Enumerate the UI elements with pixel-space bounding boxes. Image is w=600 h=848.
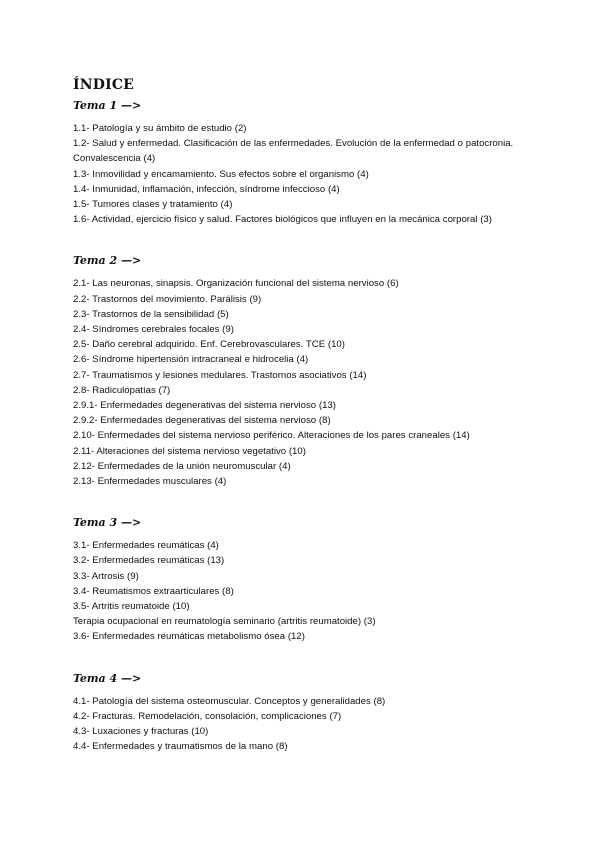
list-item: 2.11- Alteraciones del sistema nervioso vegetativo (10) [73,445,306,457]
list-item: 1.1- Patología y su ámbito de estudio (2) [73,123,247,134]
list-item: 1.4- Inmunidad, inflamación, infección, síndrome infeccioso (4) [73,183,340,195]
list-item: 3.2- Enfermedades reumáticas (13) [73,555,225,567]
index-section-tema-3 [73,515,573,644]
list-item: 1.3- Inmovilidad y encamamiento. Sus efectos sobre el organismo (4) [73,168,369,180]
list-item: 2.2- Trastornos del movimiento. Parálisis (9) [73,293,262,305]
section-item-list [73,694,573,755]
list-item: Terapia ocupacional en reumatología seminario (artritis reumatoide) (3) [73,616,376,628]
list-item: 1.5- Tumores clases y tratamiento (4) [73,199,233,211]
section-heading: Tema 2 —> [73,254,142,268]
list-item: 2.4- Síndromes cerebrales focales (9) [73,324,234,336]
list-item: 4.1- Patología del sistema osteomuscular. Conceptos y generalidades (8) [73,695,386,707]
index-section-tema-1 [73,98,573,227]
list-item: 4.4- Enfermedades y traumatismos de la mano (8) [73,741,288,753]
list-item: 1.2- Salud y enfermedad. Clasificación de las enfermedades. Evolución de la enfermedad o patocronia. Convalescencia (4) [73,138,514,165]
list-item: 2.13- Enfermedades musculares (4) [73,476,227,488]
section-item-list [73,121,573,227]
section-item-list [73,276,573,489]
section-heading: Tema 4 —> [73,671,142,685]
section-heading: Tema 1 —> [73,99,142,112]
list-item: 4.2- Fracturas. Remodelación, consolación, complicaciones (7) [73,710,342,722]
list-item: 2.7- Traumatismos y lesiones medulares. Trastornos asociativos (14) [73,369,367,381]
list-item: 2.5- Daño cerebral adquirido. Enf. Cerebrovasculares. TCE (10) [73,339,345,351]
list-item: 4.3- Luxaciones y fracturas (10) [73,726,209,738]
list-item: 2.8- Radiculopatías (7) [73,384,171,396]
section-heading: Tema 3 —> [73,516,142,530]
page-title: ÍNDICE [73,77,135,93]
list-item: 2.3- Trastornos de la sensibilidad (5) [73,308,229,320]
list-item: 3.6- Enfermedades reumáticas metabolismo ósea (12) [73,631,305,643]
index-sections [73,98,573,755]
list-item: 2.6- Síndrome hipertensión intracraneal e hidrocelia (4) [73,354,309,366]
list-item: 3.1- Enfermedades reumáticas (4) [73,540,219,552]
document-page [73,76,573,755]
list-item: 2.9.2- Enfermedades degenerativas del sistema nervioso (8) [73,415,331,427]
index-section-tema-2 [73,253,573,489]
list-item: 3.3- Artrosis (9) [73,570,139,582]
index-section-tema-4 [73,671,573,755]
list-item: 3.5- Artritis reumatoide (10) [73,601,190,613]
section-item-list [73,538,573,644]
list-item: 2.10- Enfermedades del sistema nervioso periférico. Alteraciones de los pares craneales (14) [73,430,470,442]
list-item: 1.6- Actividad, ejercicio físico y salud. Factores biológicos que influyen en la mecánica corporal (3) [73,214,492,226]
list-item: 2.12- Enfermedades de la unión neuromuscular (4) [73,460,291,472]
list-item: 2.9.1- Enfermedades degenerativas del sistema nervioso (13) [73,400,336,412]
list-item: 3.4- Reumatismos extraarticulares (8) [73,585,234,597]
list-item: 2.1- Las neuronas, sinapsis. Organización funcional del sistema nervioso (6) [73,278,399,290]
